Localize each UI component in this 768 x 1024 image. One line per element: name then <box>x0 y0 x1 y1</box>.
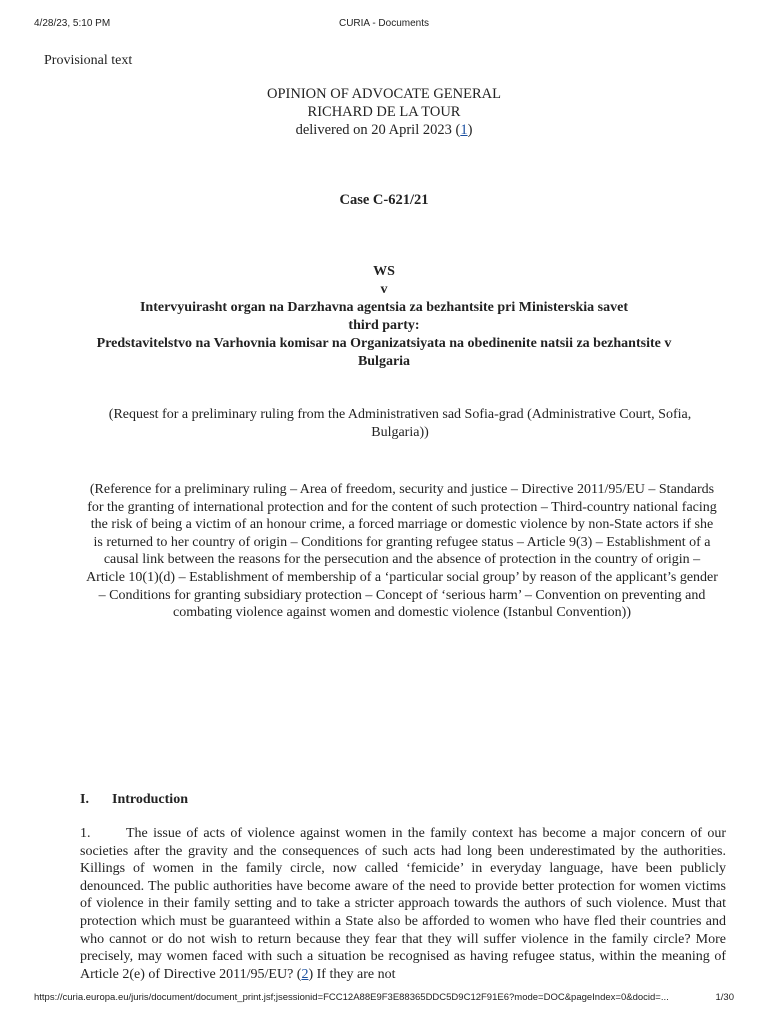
preliminary-ruling-request: (Request for a preliminary ruling from the Administrativen sad Sofia-grad (Administrative Court, Sofia, Bulgaria)) <box>108 407 692 440</box>
advocate-general-name: RICHARD DE LA TOUR <box>307 104 461 120</box>
parties-block <box>80 263 688 371</box>
paragraph-text: The issue of acts of violence against women in the family context has become a major concern of our societies after the gravity and the consequences of such acts had long been underestimated by the authorities. Killings of women in the family circle, now called ‘femicide’ in everyday language, have been publicly denounced. The public authorities have become aware of the need to provide better protection for women victims of violence in their family setting and to take a stricter approach towards the authors of such violence. Must that protection which must be guaranteed within a State also be afforded to women who have fled their countries and who cannot or do not wish to return because they fear that they will suffer violence in the family circle? More precisely, may women faced with such a situation be recognised as having refugee status, within the meaning of Article 2(e) of Directive 2011/95/EU? ( <box>80 826 726 982</box>
print-url: https://curia.europa.eu/juris/document/document_print.jsf;jsessionid=FCC12A88E9F3E88365DDC5D9C12F91E6?mode=DOC&pageIndex=0&docid=... <box>34 992 669 1003</box>
section-number: I. <box>80 792 89 807</box>
footnote-link-2[interactable]: 2 <box>301 966 309 982</box>
versus-label: v <box>380 282 388 297</box>
print-header <box>34 18 734 32</box>
applicant-name: WS <box>373 264 395 279</box>
third-party-name: Predstavitelstvo na Varhovnia komisar na Organizatsiyata na obedinenite natsii za bezhantsite v Bulgaria <box>96 336 672 369</box>
case-number: Case C-621/21 <box>339 192 429 208</box>
provisional-text-label: Provisional text <box>44 53 133 68</box>
delivery-date <box>0 121 768 139</box>
third-party-label: third party: <box>348 318 420 333</box>
print-datetime: 4/28/23, 5:10 PM <box>34 18 111 29</box>
paragraph-text-continued: ) If they are not <box>308 966 396 982</box>
page-counter: 1/30 <box>715 992 734 1003</box>
paragraph-number: 1. <box>80 826 91 841</box>
section-heading-introduction <box>80 792 188 808</box>
delivery-date-text: delivered on 20 April 2023 ( <box>295 122 461 138</box>
opinion-title: OPINION OF ADVOCATE GENERAL <box>266 86 501 102</box>
footnote-link-1[interactable]: 1 <box>460 122 468 138</box>
paragraph-1 <box>80 825 726 983</box>
opinion-heading <box>0 85 768 139</box>
keywords-summary: (Reference for a preliminary ruling – Area of freedom, security and justice – Directive 2011/95/EU – Standards for the granting of international protection and for the content of such protection – Third-country national facing the risk of being a victim of an honour crime, a forced marriage or domestic violence by non-State actors if she is returned to her country of origin – Conditions for granting refugee status – Article 9(3) – Establishment of a causal link between the reasons for the persecution and the absence of protection in the country of origin – Article 10(1)(d) – Establishment of membership of a ‘particular social group’ by reason of the applicant’s gender – Conditions for granting subsidiary protection – Concept of ‘serious harm’ – Convention on preventing and combating violence against women and domestic violence (Istanbul Convention)) <box>86 482 718 621</box>
delivery-date-close: ) <box>467 122 473 138</box>
print-page-title: CURIA - Documents <box>338 18 430 29</box>
section-title: Introduction <box>112 792 188 807</box>
defendant-name: Intervyuirasht organ na Darzhavna agentsia za bezhantsite pri Ministerskia savet <box>139 300 629 315</box>
print-footer <box>34 992 734 1006</box>
